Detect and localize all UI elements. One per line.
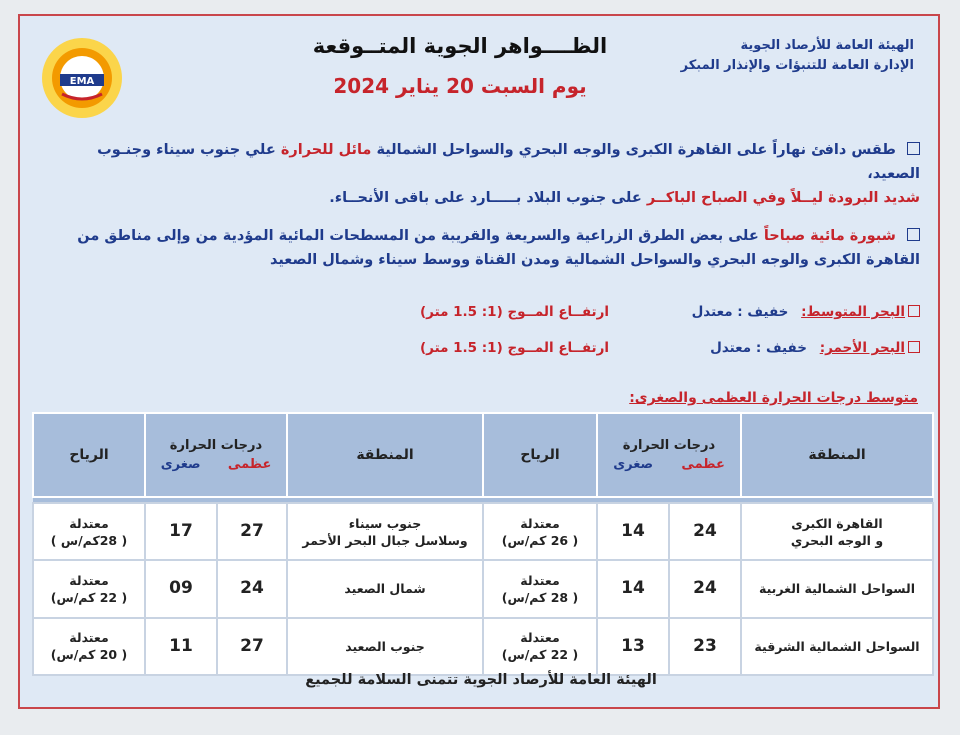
min-temp-cell: 11 (145, 618, 217, 675)
header-temps (597, 413, 741, 497)
min-temp-cell: 09 (145, 560, 217, 617)
sea-red-sea (710, 340, 920, 356)
table-caption: متوسط درجات الحرارة العظمى والصغرى: (629, 390, 918, 406)
checkbox-bullet-icon (908, 305, 920, 317)
p2-text-c: القاهرة الكبرى والوجه البحري والسواحل الشمالية ومدن القناة ووسط سيناء وشمال الصعيد (269, 252, 920, 268)
org-line-1: الهيئة العامة للأرصاد الجوية (740, 38, 914, 53)
region-cell: السواحل الشمالية الغربية (741, 560, 933, 617)
header-region: المنطقة (741, 413, 933, 497)
region-cell: جنوب سيناء وسلاسل جبال البحر الأحمر (287, 503, 483, 560)
max-temp-cell: 27 (217, 618, 287, 675)
sea-state: خفيف : معتدل (691, 304, 789, 320)
footer-message: الهيئة العامة للأرصاد الجوية تتمنى السلامة للجميع (305, 672, 657, 688)
weather-paragraph-2 (40, 224, 920, 272)
wind-cell: معتدلة ( 28كم/س ) (33, 503, 145, 560)
max-temp-cell: 23 (669, 618, 741, 675)
checkbox-bullet-icon (907, 228, 920, 241)
wind-cell: معتدلة ( 22 كم/س) (33, 560, 145, 617)
region-cell: شمال الصعيد (287, 560, 483, 617)
wind-cell: معتدلة ( 26 كم/س) (483, 503, 597, 560)
header-region-2: المنطقة (287, 413, 483, 497)
temperature-table (32, 412, 934, 676)
p2-text-b: على بعض الطرق الزراعية والسريعة والقريبة من المسطحات المائية المؤدية من وإلى مناطق من (77, 228, 759, 244)
logo-text: EMA (69, 76, 95, 87)
header-temps-label-2: درجات الحرارة (169, 438, 263, 453)
table-row (33, 618, 933, 675)
wind-cell: معتدلة ( 28 كم/س) (483, 560, 597, 617)
sea-name: البحر المتوسط: (801, 304, 905, 320)
header-winds: الرياح (483, 413, 597, 497)
max-temp-cell: 27 (217, 503, 287, 560)
ema-logo-icon (40, 36, 124, 120)
header-min: صغرى (613, 457, 654, 472)
header-max-2: عظمى (227, 457, 272, 472)
region-cell: جنوب الصعيد (287, 618, 483, 675)
max-temp-cell: 24 (217, 560, 287, 617)
header-max: عظمى (681, 457, 725, 472)
checkbox-bullet-icon (907, 142, 920, 155)
min-temp-cell: 14 (597, 503, 669, 560)
region-cell: القاهرة الكبرى و الوجه البحري (741, 503, 933, 560)
p2-text-a: شبورة مائية صباحاً (763, 228, 896, 244)
p1-text-a: طقس دافئ نهاراً على القاهرة الكبرى والوجه البحري والسواحل الشمالية (376, 142, 896, 158)
wave-height-red-sea: ارتفــاع المــوج (1: 1.5 متر) (420, 340, 610, 356)
organization-name (681, 36, 914, 76)
checkbox-bullet-icon (908, 341, 920, 353)
org-line-2: الإدارة العامة للتنبؤات والإنذار المبكر (680, 58, 914, 73)
min-temp-cell: 14 (597, 560, 669, 617)
wind-cell: معتدلة ( 20 كم/س) (33, 618, 145, 675)
weather-paragraph-1 (40, 138, 920, 210)
table-row (33, 503, 933, 560)
region-cell: السواحل الشمالية الشرقية (741, 618, 933, 675)
header-temps-2 (145, 413, 287, 497)
min-temp-cell: 13 (597, 618, 669, 675)
max-temp-cell: 24 (669, 503, 741, 560)
page-title: الظــــواهر الجوية المتــوقعة (312, 34, 608, 58)
p1-text-c: علي جنوب سيناء وجنـوب الصعيد، (97, 142, 920, 182)
sea-state: خفيف : معتدل (710, 340, 807, 356)
p1-text-e: على جنوب البلاد بـــــارد على باقى الأنحــاء. (329, 190, 642, 206)
header-min-2: صغرى (160, 457, 201, 472)
sea-name: البحر الأحمر: (819, 340, 905, 356)
min-temp-cell: 17 (145, 503, 217, 560)
table-row (33, 560, 933, 617)
p1-text-d: شديد البرودة ليــلاً وفي الصباح الباكــر (646, 190, 920, 206)
wind-cell: معتدلة ( 22 كم/س) (483, 618, 597, 675)
header-temps-label: درجات الحرارة (622, 438, 716, 453)
wave-height-mediterranean: ارتفــاع المــوج (1: 1.5 متر) (420, 304, 610, 320)
max-temp-cell: 24 (669, 560, 741, 617)
header-winds-2: الرياح (33, 413, 145, 497)
sea-mediterranean (692, 304, 920, 320)
p1-text-b: مائل للحرارة (280, 142, 372, 158)
forecast-bulletin (18, 14, 940, 709)
forecast-date: يوم السبت 20 يناير 2024 (333, 74, 587, 98)
